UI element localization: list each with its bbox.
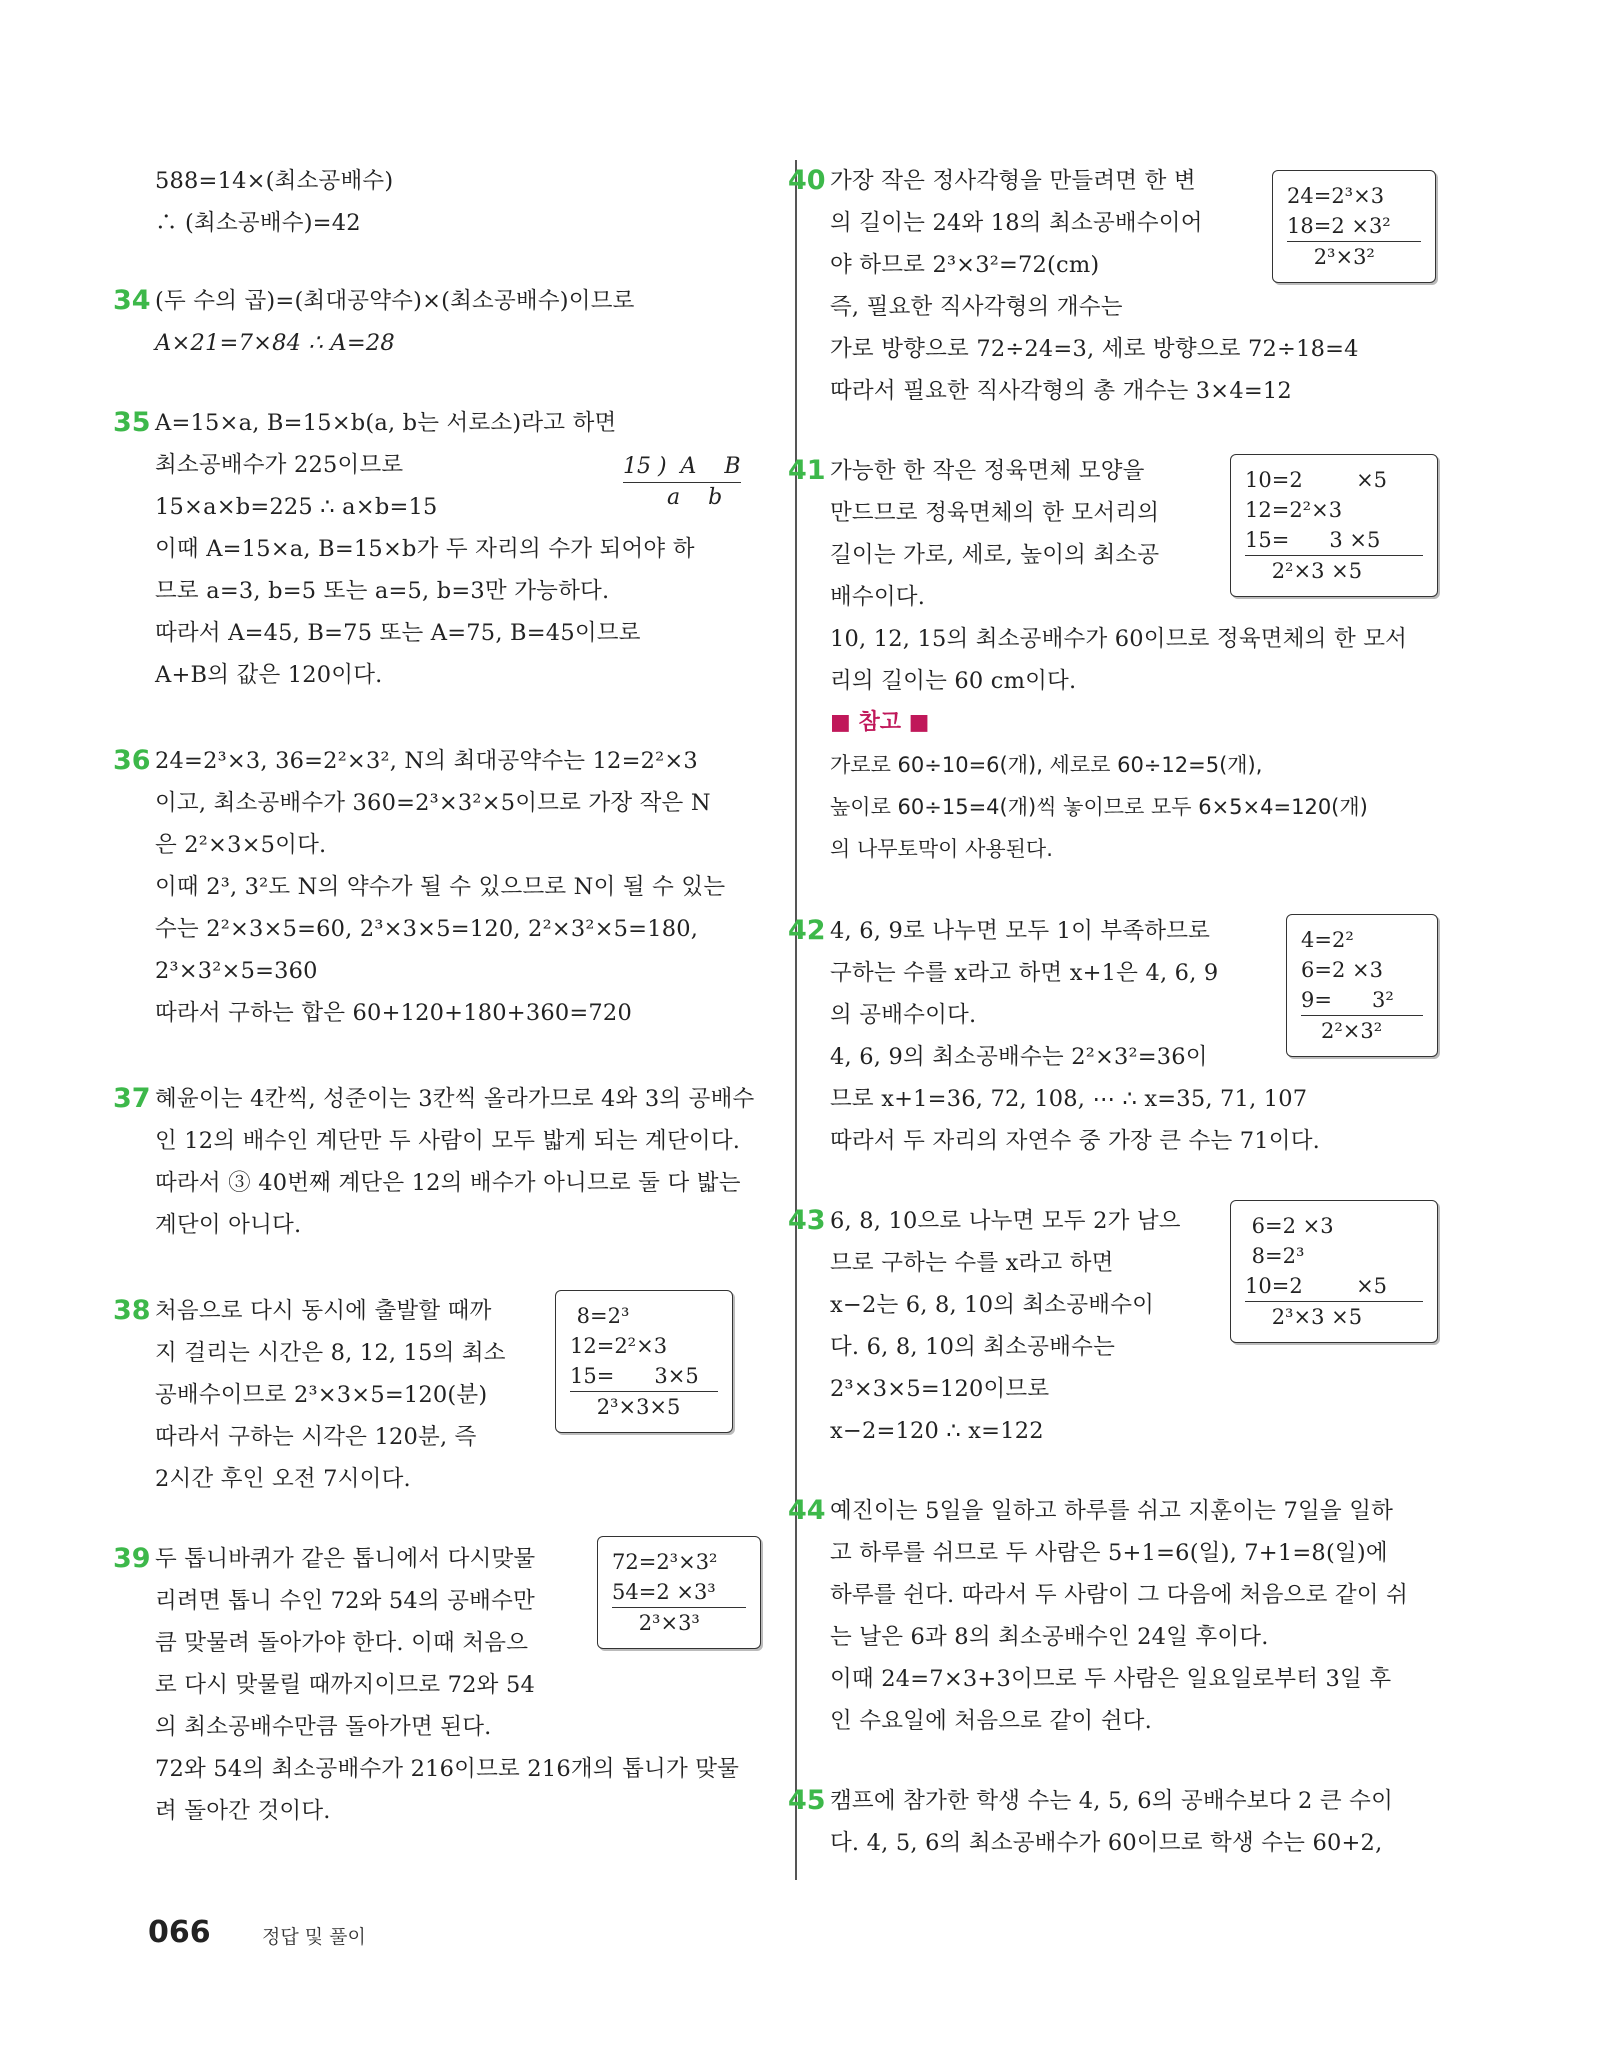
solution-line: 는 날은 6과 8의 최소공배수인 24일 후이다. [830, 1624, 1269, 1650]
solution-line: 므로 a=3, b=5 또는 a=5, b=3만 가능하다. [155, 578, 610, 604]
footer-label: 정답 및 풀이 [262, 1926, 366, 1948]
problem-number: 40 [788, 165, 826, 196]
solution-line: 므로 구하는 수를 x라고 하면 [830, 1250, 1114, 1276]
problem-number: 35 [113, 407, 151, 438]
problem-number: 45 [788, 1785, 826, 1816]
division-top: 15 ) A B [623, 452, 741, 483]
solution-line: A=15×a, B=15×b(a, b는 서로소)라고 하면 [155, 410, 617, 436]
factor-result: 2³×3 ×5 [1245, 1305, 1363, 1329]
problem-40 [788, 160, 1445, 412]
solution-line: (두 수의 곱)=(최대공약수)×(최소공배수)이므로 [155, 288, 635, 314]
problem-42 [788, 910, 1445, 1162]
solution-line: 지 걸리는 시간은 8, 12, 15의 최소 [155, 1340, 506, 1366]
solution-line: 의 길이는 24와 18의 최소공배수이어 [830, 210, 1203, 236]
note-line: 의 나무토막이 사용된다. [830, 837, 1053, 861]
factor-result: 2²×3 ×5 [1245, 559, 1363, 583]
solution-line: 따라서 ③ 40번째 계단은 12의 배수가 아니므로 둘 다 밟는 [155, 1170, 741, 1196]
factor-line: 10=2 ×5 [1245, 468, 1388, 492]
solution-line: 2³×3²×5=360 [155, 958, 318, 984]
factor-line: 54=2 ×3³ [612, 1577, 746, 1608]
solution-line: 10, 12, 15의 최소공배수가 60이므로 정육면체의 한 모서 [830, 626, 1408, 652]
solution-line: 캠프에 참가한 학생 수는 4, 5, 6의 공배수보다 2 큰 수이 [830, 1788, 1394, 1814]
factor-line: 6=2 ×3 [1245, 1214, 1334, 1238]
problem-36 [113, 740, 765, 1034]
factor-line: 9= 3² [1301, 985, 1423, 1016]
solution-line: 이때 2³, 3²도 N의 약수가 될 수 있으므로 N이 될 수 있는 [155, 874, 726, 900]
solution-line: 다. 4, 5, 6의 최소공배수가 60이므로 학생 수는 60+2, [830, 1830, 1383, 1856]
problem-35 [113, 402, 765, 696]
solution-line: 처음으로 다시 동시에 출발할 때까 [155, 1298, 492, 1324]
solution-line: 리려면 톱니 수인 72와 54의 공배수만 [155, 1588, 535, 1614]
solution-line: 두 톱니바퀴가 같은 톱니에서 다시맞물 [155, 1546, 536, 1572]
problem-number: 34 [113, 285, 151, 316]
problem-43 [788, 1200, 1445, 1452]
factor-line: 24=2³×3 [1287, 184, 1385, 208]
factor-line: 12=2²×3 [570, 1334, 668, 1358]
solution-line: 계단이 아니다. [155, 1212, 302, 1238]
factor-result: 2²×3² [1301, 1019, 1383, 1043]
solution-line: 공배수이므로 2³×3×5=120(분) [155, 1382, 488, 1408]
solution-line: A+B의 값은 120이다. [155, 662, 383, 688]
lcm-factor-box [1230, 1200, 1438, 1343]
solution-line: 즉, 필요한 직사각형의 개수는 [830, 294, 1123, 320]
problem-number: 39 [113, 1543, 151, 1574]
lcm-factor-box [1230, 454, 1438, 597]
note-heading: ■ 참고 ■ [830, 710, 930, 735]
division-bottom: a b [667, 485, 723, 510]
solution-line: 리의 길이는 60 cm이다. [830, 668, 1077, 694]
solution-line: 가능한 한 작은 정육면체 모양을 [830, 458, 1145, 484]
solution-line: 수는 2²×3×5=60, 2³×3×5=120, 2²×3²×5=180, [155, 916, 699, 942]
problem-number: 41 [788, 455, 826, 486]
note-line: 높이로 60÷15=4(개)씩 놓이므로 모두 6×5×4=120(개) [830, 795, 1368, 819]
solution-line: 이때 24=7×3+3이므로 두 사람은 일요일로부터 3일 후 [830, 1666, 1392, 1692]
solution-line: 15×a×b=225 ∴ a×b=15 [155, 494, 438, 520]
problem-37 [113, 1078, 765, 1246]
problem-34 [113, 280, 765, 364]
solution-line: 만드므로 정육면체의 한 모서리의 [830, 500, 1160, 526]
problem-33-continuation [155, 160, 765, 244]
lcm-factor-box [597, 1536, 761, 1649]
solution-line: 2³×3×5=120이므로 [830, 1376, 1050, 1402]
solution-line: 은 2²×3×5이다. [155, 832, 327, 858]
solution-line: 이때 A=15×a, B=15×b가 두 자리의 수가 되어야 하 [155, 536, 695, 562]
factor-line: 15= 3 ×5 [1245, 525, 1423, 556]
factor-line: 72=2³×3² [612, 1550, 718, 1574]
solution-line: 2시간 후인 오전 7시이다. [155, 1466, 411, 1492]
solution-line: x−2는 6, 8, 10의 최소공배수이 [830, 1292, 1155, 1318]
problem-38 [113, 1290, 765, 1500]
factor-line: 10=2 ×5 [1245, 1271, 1423, 1302]
solution-line: A×21=7×84 ∴ A=28 [155, 330, 395, 356]
problem-number: 37 [113, 1083, 151, 1114]
solution-line: 배수이다. [830, 584, 926, 610]
factor-line: 18=2 ×3² [1287, 211, 1421, 242]
solution-line: 따라서 구하는 합은 60+120+180+360=720 [155, 1000, 632, 1026]
solution-line: 따라서 A=45, B=75 또는 A=75, B=45이므로 [155, 620, 641, 646]
solution-line: 24=2³×3, 36=2²×3², N의 최대공약수는 12=2²×3 [155, 748, 698, 774]
problem-45 [788, 1780, 1445, 1864]
lcm-factor-box [1286, 914, 1438, 1057]
factor-line: 4=2² [1301, 928, 1354, 952]
problem-number: 36 [113, 745, 151, 776]
solution-line: 의 최소공배수만큼 돌아가면 된다. [155, 1714, 492, 1740]
solution-line: 큼 맞물려 돌아가야 한다. 이때 처음으 [155, 1630, 529, 1656]
solution-line: 고 하루를 쉬므로 두 사람은 5+1=6(일), 7+1=8(일)에 [830, 1540, 1388, 1566]
column-divider [795, 160, 797, 1880]
solution-line: 6, 8, 10으로 나누면 모두 2가 남으 [830, 1208, 1181, 1234]
lcm-factor-box [1272, 170, 1436, 283]
division-ladder [623, 452, 741, 513]
solution-line: 최소공배수가 225이므로 [155, 452, 404, 478]
solution-line: 길이는 가로, 세로, 높이의 최소공 [830, 542, 1160, 568]
solution-line: 인 12의 배수인 계단만 두 사람이 모두 밟게 되는 계단이다. [155, 1128, 741, 1154]
solution-line: x−2=120 ∴ x=122 [830, 1418, 1044, 1444]
solution-line: 인 수요일에 처음으로 같이 쉰다. [830, 1708, 1152, 1734]
solution-line: 려 돌아간 것이다. [155, 1798, 331, 1824]
solution-line: 구하는 수를 x라고 하면 x+1은 4, 6, 9 [830, 960, 1219, 986]
solution-line: 72와 54의 최소공배수가 216이므로 216개의 톱니가 맞물 [155, 1756, 740, 1782]
solution-line: 따라서 필요한 직사각형의 총 개수는 3×4=12 [830, 378, 1292, 404]
solution-line: 따라서 두 자리의 자연수 중 가장 큰 수는 71이다. [830, 1128, 1321, 1154]
solution-line: 588=14×(최소공배수) [155, 168, 394, 194]
factor-line: 8=2³ [570, 1304, 630, 1328]
problem-41 [788, 450, 1445, 870]
solution-line: 혜윤이는 4칸씩, 성준이는 3칸씩 올라가므로 4와 3의 공배수 [155, 1086, 755, 1112]
solution-line: 이고, 최소공배수가 360=2³×3²×5이므로 가장 작은 N [155, 790, 711, 816]
solution-line: 가로 방향으로 72÷24=3, 세로 방향으로 72÷18=4 [830, 336, 1359, 362]
factor-result: 2³×3³ [612, 1611, 700, 1635]
solution-line: 므로 x+1=36, 72, 108, ⋯ ∴ x=35, 71, 107 [830, 1086, 1308, 1112]
problem-number: 44 [788, 1495, 826, 1526]
note-line: 가로로 60÷10=6(개), 세로로 60÷12=5(개), [830, 753, 1263, 777]
solution-line: 4, 6, 9의 최소공배수는 2²×3²=36이 [830, 1044, 1208, 1070]
factor-result: 2³×3×5 [570, 1395, 681, 1419]
problem-39 [113, 1538, 765, 1832]
problem-44 [788, 1490, 1445, 1742]
solution-line: 로 다시 맞물릴 때까지이므로 72와 54 [155, 1672, 535, 1698]
solution-line: 예진이는 5일을 일하고 하루를 쉬고 지훈이는 7일을 일하 [830, 1498, 1394, 1524]
factor-line: 15= 3×5 [570, 1361, 718, 1392]
solution-line: 따라서 구하는 시각은 120분, 즉 [155, 1424, 477, 1450]
solution-line: 야 하므로 2³×3²=72(cm) [830, 252, 1100, 278]
factor-result: 2³×3² [1287, 245, 1375, 269]
problem-number: 42 [788, 915, 826, 946]
factor-line: 8=2³ [1245, 1244, 1305, 1268]
solution-line: 가장 작은 정사각형을 만들려면 한 변 [830, 168, 1196, 194]
lcm-factor-box [555, 1290, 733, 1433]
problem-number: 43 [788, 1205, 826, 1236]
page-number: 066 [148, 1915, 211, 1950]
factor-line: 12=2²×3 [1245, 498, 1343, 522]
solution-line: ∴ (최소공배수)=42 [155, 210, 361, 236]
problem-number: 38 [113, 1295, 151, 1326]
solution-line: 하루를 쉰다. 따라서 두 사람이 그 다음에 처음으로 같이 쉬 [830, 1582, 1409, 1608]
solution-line: 4, 6, 9로 나누면 모두 1이 부족하므로 [830, 918, 1211, 944]
solution-line: 의 공배수이다. [830, 1002, 977, 1028]
solution-line: 다. 6, 8, 10의 최소공배수는 [830, 1334, 1116, 1360]
factor-line: 6=2 ×3 [1301, 958, 1383, 982]
